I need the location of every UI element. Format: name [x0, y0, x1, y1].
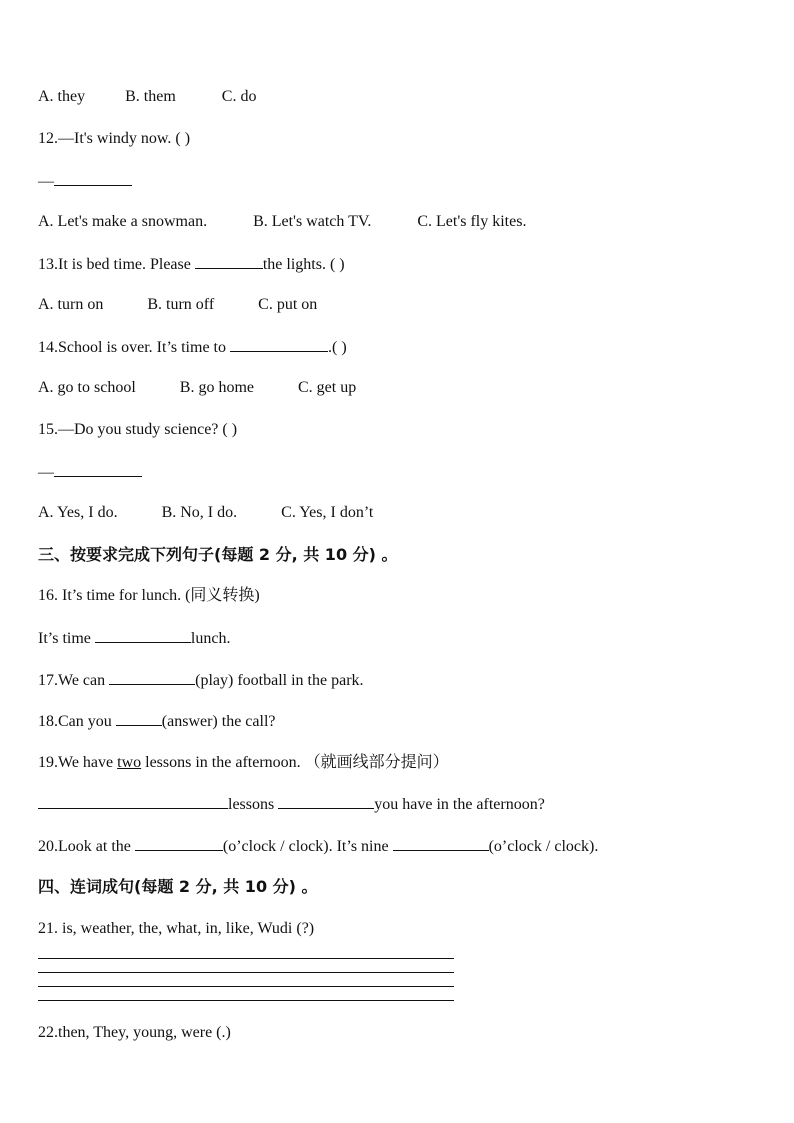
q20: 20.Look at the (o’clock / clock). It’s nine (o’clock / clock).: [38, 838, 599, 855]
q20-blank-1[interactable]: [135, 836, 223, 851]
q14-options: [38, 378, 356, 398]
q21-answer-rule-1[interactable]: [38, 958, 454, 959]
q17-blank[interactable]: [109, 670, 195, 685]
q12-option-b[interactable]: B. Let's watch TV.: [253, 213, 372, 230]
q11-options: [38, 87, 256, 107]
q16-answer: It’s time lunch.: [38, 630, 231, 647]
section3-heading: 三、按要求完成下列句子(每题 2 分, 共 10 分) 。: [38, 545, 398, 564]
q21-answer-rule-4[interactable]: [38, 1000, 454, 1001]
q15-option-b[interactable]: B. No, I do.: [161, 504, 238, 521]
q14-option-b[interactable]: B. go home: [179, 379, 254, 396]
q12-prompt: 12.—It's windy now. ( ): [38, 130, 191, 147]
q12-answer-blank[interactable]: [54, 171, 132, 186]
q15-answer-line: —: [38, 462, 142, 483]
q21-prompt: 21. is, weather, the, what, in, like, Wudi (?): [38, 920, 315, 937]
q17: 17.We can (play) football in the park.: [38, 672, 364, 689]
q14-prompt: 14.School is over. It’s time to .( ): [38, 339, 347, 356]
q21-answer-rule-3[interactable]: [38, 986, 454, 987]
q18-blank[interactable]: [116, 711, 162, 726]
q21-answer-rule-2[interactable]: [38, 972, 454, 973]
q15-prompt: 15.—Do you study science? ( ): [38, 421, 238, 438]
q15-option-c[interactable]: C. Yes, I don’t: [281, 504, 374, 521]
q11-option-c[interactable]: C. do: [221, 88, 257, 105]
q15-answer-blank[interactable]: [54, 462, 142, 477]
q18: 18.Can you (answer) the call?: [38, 713, 276, 730]
q11-option-a[interactable]: A. they: [38, 88, 86, 105]
q14-blank[interactable]: [230, 337, 328, 352]
q14-option-a[interactable]: A. go to school: [38, 379, 136, 396]
q22-prompt: 22.then, They, young, were (.): [38, 1024, 231, 1041]
q16-blank[interactable]: [95, 628, 191, 643]
q19-blank-1[interactable]: [38, 794, 228, 809]
q13-prompt: 13.It is bed time. Please the lights. ( ): [38, 256, 345, 273]
q13-blank[interactable]: [195, 254, 263, 269]
q14-option-c[interactable]: C. get up: [298, 379, 357, 396]
section4-heading: 四、连词成句(每题 2 分, 共 10 分) 。: [38, 877, 318, 896]
q19-blank-2[interactable]: [278, 794, 374, 809]
q19-underlined-word: two: [117, 754, 142, 771]
q12-option-c[interactable]: C. Let's fly kites.: [417, 213, 527, 230]
q19-prompt: 19.We have two lessons in the afternoon. （就画线部分提问）: [38, 754, 449, 771]
q16-prompt: 16. It’s time for lunch. (同义转换): [38, 587, 260, 604]
q15-options: [38, 503, 373, 523]
q13-option-a[interactable]: A. turn on: [38, 296, 104, 313]
q11-option-b[interactable]: B. them: [125, 88, 176, 105]
q12-answer-line: —: [38, 171, 132, 192]
q13-options: [38, 295, 317, 315]
q19-answer: lessons you have in the afternoon?: [38, 794, 545, 815]
q15-option-a[interactable]: A. Yes, I do.: [38, 504, 118, 521]
q12-option-a[interactable]: A. Let's make a snowman.: [38, 213, 208, 230]
q20-blank-2[interactable]: [393, 836, 489, 851]
q13-option-b[interactable]: B. turn off: [147, 296, 215, 313]
q12-options: [38, 212, 526, 232]
q13-option-c[interactable]: C. put on: [258, 296, 318, 313]
